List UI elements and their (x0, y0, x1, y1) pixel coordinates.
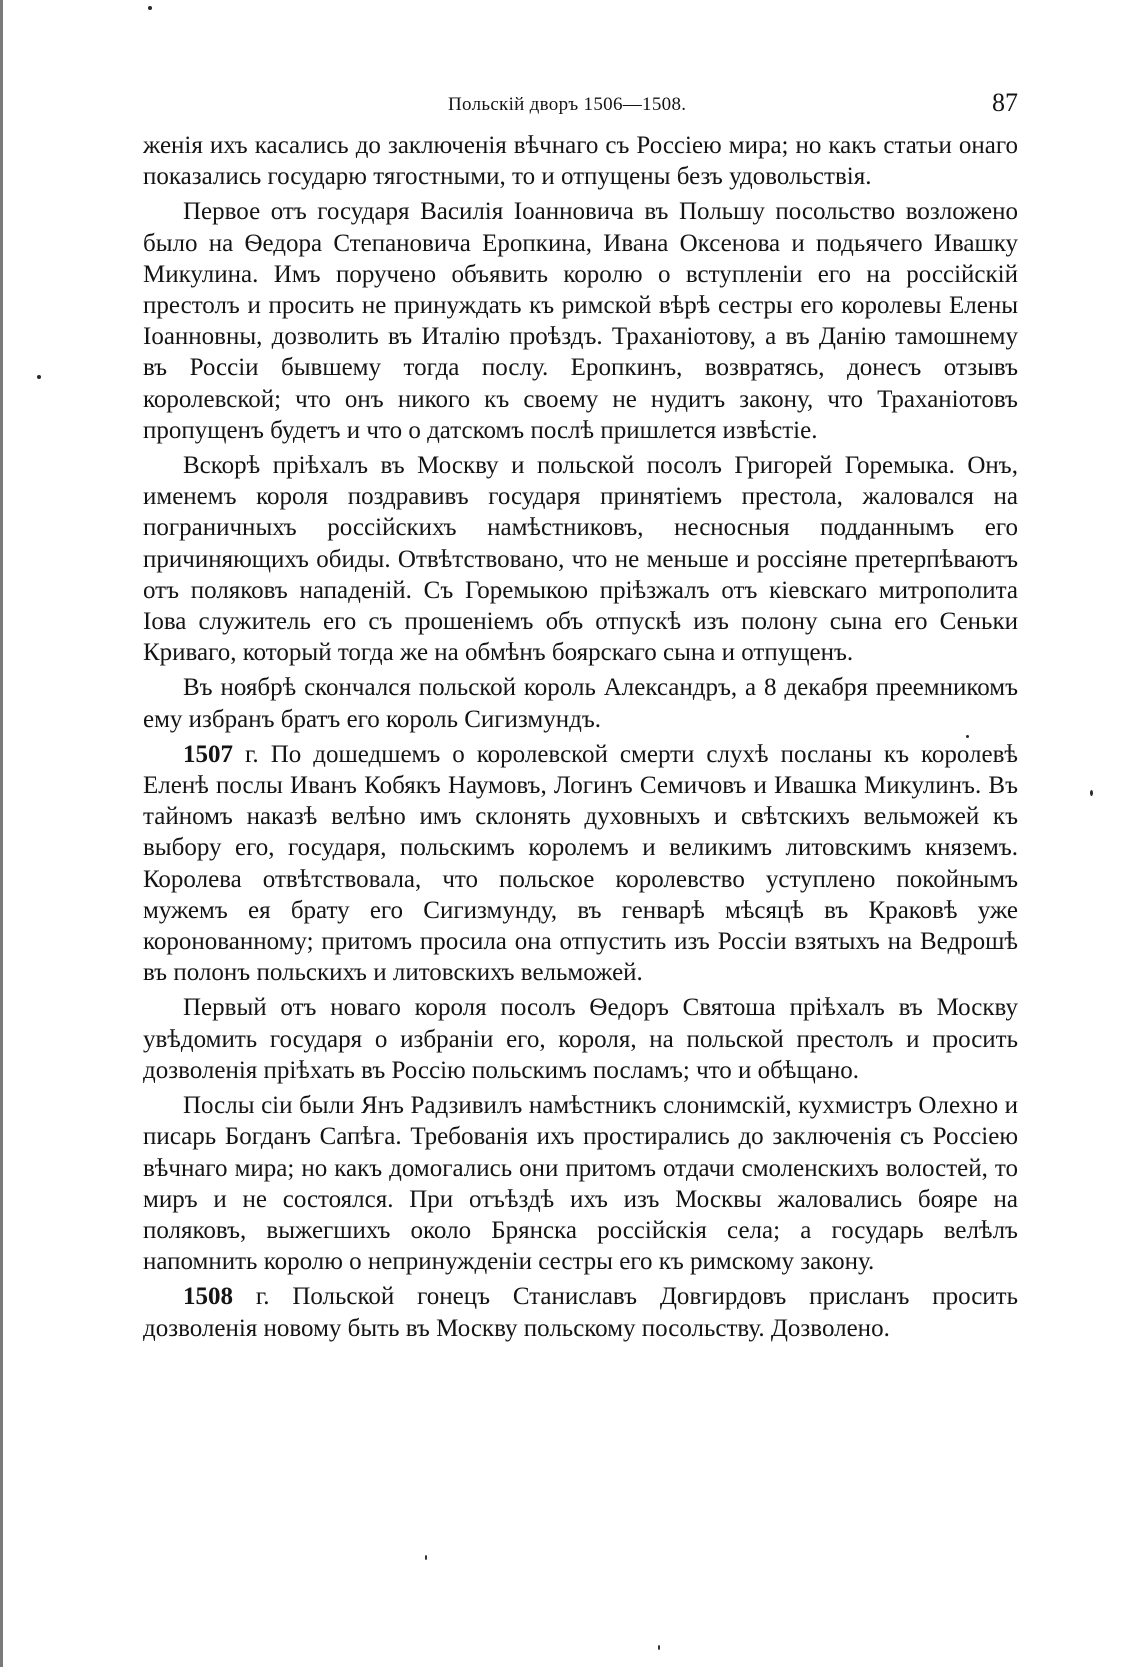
paragraph-alexander-death (143, 672, 1018, 734)
paragraph-text: женія ихъ касались до заключенія вѣчнаго съ Россіею мира; но какъ статьи онаго показались государю тягостными, то и отпущены безъ удовольствія. (143, 132, 1018, 191)
scan-speck (425, 1555, 427, 1560)
running-head (143, 88, 1018, 128)
paragraph-text: Первое отъ государя Василія Іоанновича въ Польшу посольство возложено было на Ѳедора Степановича Еропкина, Ивана Оксенова и подьячего Ивашку Микулина. Имъ поручено объявить королю о вступленіи его на россійскій престолъ и просить не принуждать къ римской вѣрѣ сестры его королевы Елены Іоанновны, дозволить въ Италію проѣздъ. Траханіотову, а въ Данію тамошнему въ Россіи бывшему тогда послу. Еропкинъ, возвратясь, донесъ отзывъ королевской; что онъ никого къ своему не нудитъ закону, что Траханіотовъ пропущенъ будетъ и что о датскомъ послѣ пришлется извѣстіе. (143, 198, 1018, 444)
paragraph-year-1507 (143, 739, 1018, 989)
paragraph-text: г. Польской гонецъ Станиславъ Довгирдовъ присланъ просить дозволенія новому быть въ Москву польскому посольству. Дозволено. (143, 1283, 1018, 1342)
paragraph-year-1508 (143, 1281, 1018, 1343)
year-label: 1507 (183, 740, 233, 768)
year-label: 1508 (183, 1283, 233, 1311)
paragraph-text: Вскорѣ пріѣхалъ въ Москву и польской посолъ Григорей Горемыка. Онъ, именемъ короля поздравивъ государя принятіемъ престола, жаловался на пограничныхъ россійскихъ намѣстниковъ, несносныя подданнымъ его причиняющихъ обиды. Отвѣтствовано, что не меньше и россіяне претерпѣваютъ отъ поляковъ нападеній. Съ Горемыкою пріѣзжалъ отъ кіевскаго митрополита Іова служитель его съ прошеніемъ объ отпускѣ изъ полону сына его Сеньки Криваго, который тогда же на обмѣнъ боярскаго сына и отпущенъ. (143, 452, 1018, 667)
paragraph-continued (143, 130, 1018, 192)
scan-speck (1090, 790, 1093, 796)
header-title: Польскій дворъ 1506—1508. (448, 94, 687, 115)
paragraph-radziwill (143, 1090, 1018, 1277)
paragraph-text: Послы сіи были Янъ Радзивилъ намѣстникъ слонимскій, кухмистръ Олехно и писарь Богданъ Сапѣга. Требованія ихъ простирались до заключенія съ Россіею вѣчнаго мира; но какъ домогались они притомъ отдачи смоленскихъ волостей, то миръ и не состоялся. При отъѣздѣ ихъ изъ Москвы жаловались бояре на поляковъ, выжегшихъ около Брянска россійскія села; а государь велѣлъ напомнить королю о непринужденіи сестры его къ римскому закону. (143, 1092, 1018, 1276)
scan-edge-rule (0, 0, 3, 1667)
scan-speck (37, 375, 41, 379)
paragraph-text: Въ ноябрѣ скончался польской король Александръ, а 8 декабря преемникомъ ему избранъ братъ его король Сигизмундъ. (143, 674, 1018, 733)
paragraph-first-embassy (143, 196, 1018, 446)
paragraph-svyatosha (143, 992, 1018, 1086)
scan-speck (148, 6, 152, 10)
scan-speck (658, 1645, 660, 1650)
scan-speck (966, 735, 969, 738)
body-text (143, 130, 1018, 1348)
paragraph-goremyka (143, 450, 1018, 668)
paragraph-text: г. По дошедшемъ о королевской смерти слухѣ посланы къ королевѣ Еленѣ послы Иванъ Кобякъ Наумовъ, Логинъ Семичовъ и Ивашка Микулинъ. Въ тайномъ наказѣ велѣно имъ склонять духовныхъ и свѣтскихъ вельможей къ выбору его, государя, польскимъ королемъ и великимъ литовскимъ княземъ. Королева отвѣтствовала, что польское королевство уступлено покойнымъ мужемъ ея брату его Сигизмунду, въ генварѣ мѣсяцѣ въ Краковѣ уже коронованному; притомъ просила она отпустить изъ Россіи взятыхъ на Ведрошѣ въ полонъ польскихъ и литовскихъ вельможей. (143, 740, 1018, 987)
paragraph-text: Первый отъ новаго короля посолъ Ѳедоръ Святоша пріѣхалъ въ Москву увѣдомить государя о избраніи его, короля, на польской престолъ и просить дозволенія пріѣхать въ Россію польскимъ посламъ; что и обѣщано. (143, 994, 1018, 1084)
page-number: 87 (992, 88, 1018, 117)
